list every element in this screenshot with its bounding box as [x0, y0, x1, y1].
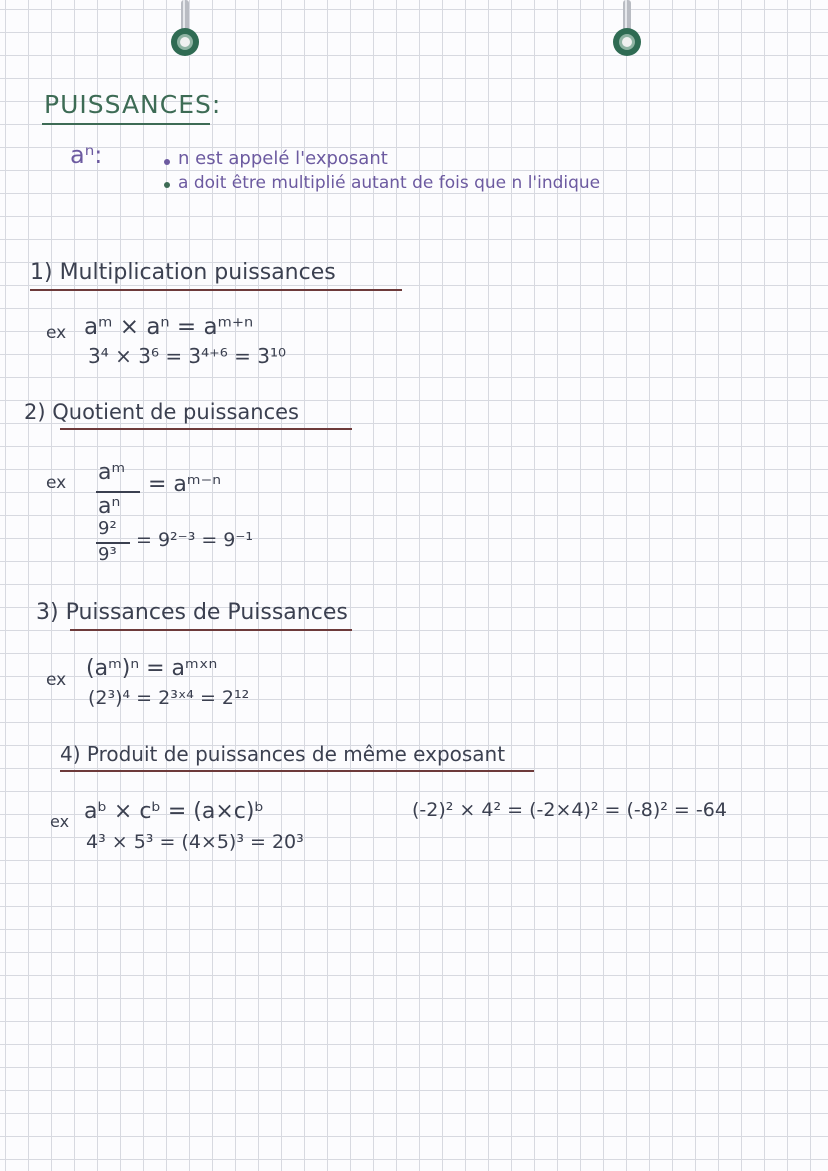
- section-heading-4: 4) Produit de puissances de même exposant: [60, 742, 506, 766]
- formula-line: (aᵐ)ⁿ = aᵐˣⁿ: [86, 656, 218, 681]
- fraction-numerator: 9²: [98, 518, 117, 539]
- ex-label: ex: [50, 812, 70, 831]
- binder-ring-icon: [610, 0, 644, 60]
- fraction-denominator: 9³: [98, 544, 117, 565]
- formula-line: (2³)⁴ = 2³ˣ⁴ = 2¹²: [88, 687, 250, 709]
- side-example: (-2)² × 4² = (-2×4)² = (-8)² = -64: [412, 799, 727, 821]
- section-heading-3: 3) Puissances de Puissances: [36, 600, 348, 625]
- formula-line: aᵐ × aⁿ = aᵐ⁺ⁿ: [84, 314, 254, 340]
- binder-ring-icon: [168, 0, 202, 60]
- section-heading-2: 2) Quotient de puissances: [24, 400, 299, 424]
- fraction-result: = aᵐ⁻ⁿ: [148, 472, 221, 497]
- bullet-icon: [164, 159, 170, 165]
- fraction-numerator: aᵐ: [98, 460, 126, 485]
- bullet-icon: [164, 182, 170, 188]
- formula-line: 3⁴ × 3⁶ = 3⁴⁺⁶ = 3¹⁰: [88, 344, 286, 368]
- section-heading-1: 1) Multiplication puissances: [30, 260, 336, 285]
- formula-line: 4³ × 5³ = (4×5)³ = 20³: [86, 831, 304, 853]
- fraction-bar: [96, 491, 140, 493]
- intro-bullet-1: n est appelé l'exposant: [178, 148, 388, 169]
- fraction-denominator: aⁿ: [98, 494, 121, 519]
- heading-underline: [70, 629, 352, 631]
- heading-underline: [60, 428, 352, 430]
- page-title: PUISSANCES:: [44, 90, 222, 119]
- ex-label: ex: [46, 670, 67, 690]
- ex-label: ex: [46, 473, 67, 493]
- title-underline: [42, 123, 210, 125]
- ex-label: ex: [46, 323, 67, 343]
- heading-underline: [60, 770, 534, 772]
- intro-bullet-2: a doit être multiplié autant de fois que n l'indique: [178, 173, 601, 193]
- fraction-result: = 9²⁻³ = 9⁻¹: [136, 529, 254, 551]
- power-notation: aⁿ:: [70, 141, 103, 169]
- heading-underline: [30, 289, 402, 291]
- formula-line: aᵇ × cᵇ = (a×c)ᵇ: [84, 799, 264, 824]
